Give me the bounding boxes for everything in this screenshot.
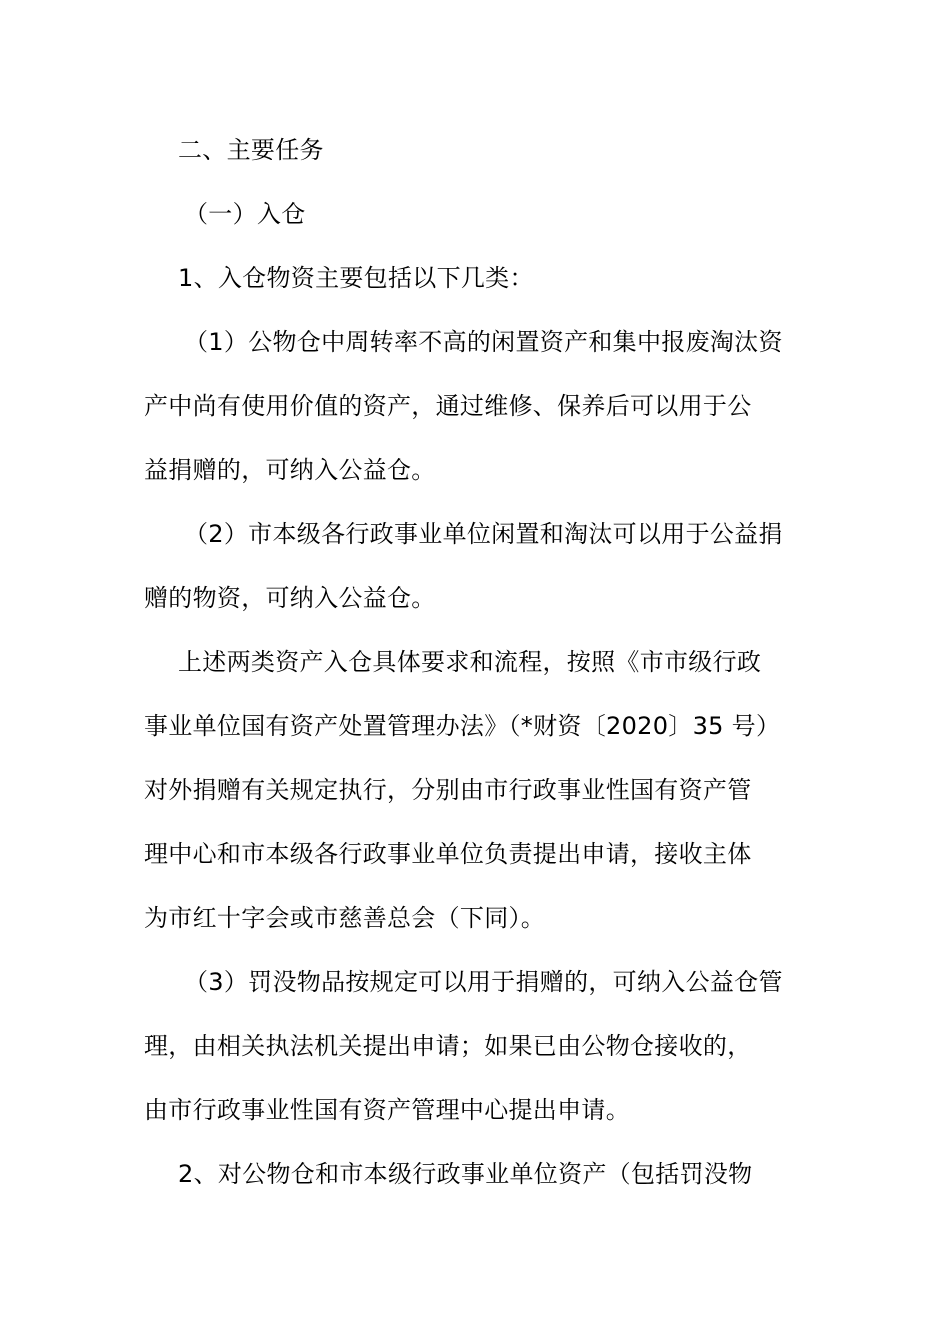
paragraph-line: 理，由相关执法机关提出申请；如果已由公物仓接收的， [144, 1032, 752, 1060]
document-body [144, 118, 806, 1206]
paragraph-line: 1、入仓物资主要包括以下几类： [178, 264, 534, 292]
paragraph-line: （2）市本级各行政事业单位闲置和淘汰可以用于公益捐 [184, 520, 783, 548]
paragraph-line: 由市行政事业性国有资产管理中心提出申请。 [144, 1096, 630, 1124]
paragraph-line: 产中尚有使用价值的资产，通过维修、保养后可以用于公 [144, 392, 752, 420]
paragraph-line: （3）罚没物品按规定可以用于捐赠的，可纳入公益仓管 [184, 968, 783, 996]
paragraph-line: （1）公物仓中周转率不高的闲置资产和集中报废淘汰资 [184, 328, 783, 356]
paragraph-line: 益捐赠的，可纳入公益仓。 [144, 456, 436, 484]
section-heading: 二、主要任务 [178, 136, 324, 164]
paragraph-line: 理中心和市本级各行政事业单位负责提出申请，接收主体 [144, 840, 752, 868]
paragraph-line: 2、对公物仓和市本级行政事业单位资产（包括罚没物 [178, 1160, 753, 1188]
paragraph-line: 为市红十字会或市慈善总会（下同）。 [144, 904, 546, 932]
paragraph-line: 赠的物资，可纳入公益仓。 [144, 584, 436, 612]
paragraph-line: 事业单位国有资产处置管理办法》（*财资〔2020〕35 号） [144, 712, 781, 740]
subsection-heading: （一）入仓 [184, 200, 306, 228]
paragraph-line: 对外捐赠有关规定执行，分别由市行政事业性国有资产管 [144, 776, 752, 804]
paragraph-line: 上述两类资产入仓具体要求和流程，按照《市市级行政 [178, 648, 762, 676]
